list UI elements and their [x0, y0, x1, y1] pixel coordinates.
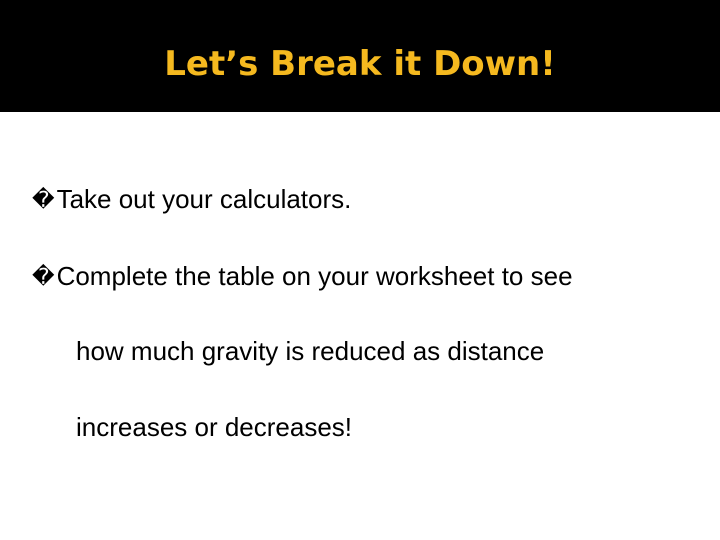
- bullet-glyph-icon: �: [32, 265, 55, 290]
- bullet-item-2: [32, 259, 573, 295]
- bullet-1-line-1: Take out your calculators.: [56, 184, 352, 214]
- slide-title: Let’s Break it Down!: [164, 44, 556, 84]
- bullet-glyph-icon: �: [32, 188, 55, 213]
- bullet-2-line-1: Complete the table on your worksheet to see: [56, 261, 573, 291]
- bullet-2-line-2: how much gravity is reduced as distance: [76, 336, 545, 366]
- bullet-2-line-3: increases or decreases!: [76, 412, 353, 442]
- bullet-item-1: [32, 182, 351, 218]
